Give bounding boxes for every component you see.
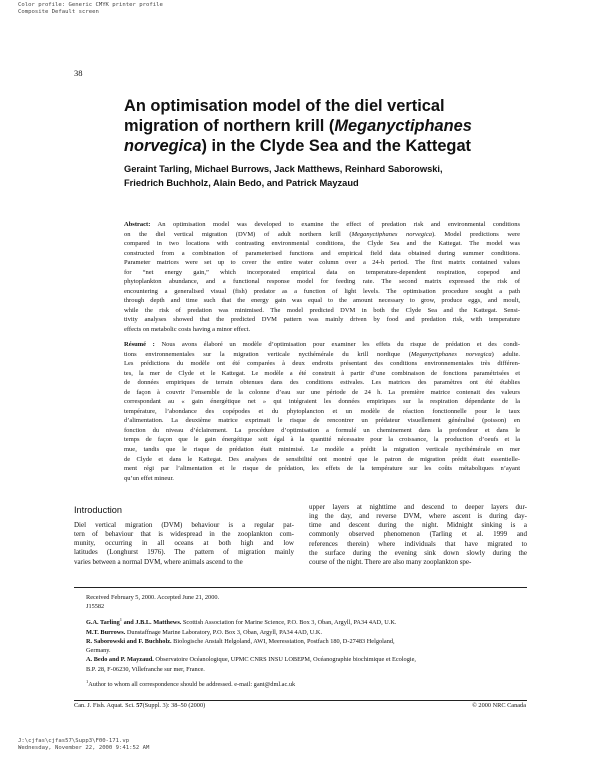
intro-left-line: tern of behaviour that is widespread in the zooplankton com- [74,530,294,539]
intro-left-line: Diel vertical migration (DVM) behaviour is a regular pat- [74,521,294,529]
intro-right-line: upper layers at nighttime and descend to deeper layers dur- [309,503,527,511]
intro-left-line: munity, occurring in all oceans at both high and low [74,539,294,548]
resume-line: mue, tandis que le risque de prédation était minimisé. Le modèle a prédit la migration verticale nycthémérale en mer [124,446,520,454]
resume-line: d’alimentation. La deuxième matrice exprimait le risque de rencontrer un prédateur visuellement généralisé (poisson) en [124,417,520,425]
printer-profile-header [18,2,163,16]
abstract-line: tivity analyses showed that the predicted DVM pattern was mainly driven by food and predation risk, with temperature [124,316,520,324]
affiliation-text: Dunstaffnage Marine Laboratory, P.O. Box 3, Oban, Argyll, PA34 4AD, U.K. [125,628,323,636]
resume-line: température, l’abondance des copépodes et du phytoplancton et un modèle de réaction fonctionnelle pour le taux [124,407,520,415]
species-epithet: norvegica [124,137,202,155]
file-timestamp: Wednesday, November 22, 2000 9:41:52 AM [18,745,150,751]
abstract-line: on the diel vertical migration (DVM) of adult northern krill (Meganyctiphanes norvegica). Model predictions were [124,230,520,238]
footnote-divider [74,587,527,588]
affiliation-names: G.A. Tarling [86,619,120,627]
journal-volume: 57 [136,702,143,709]
resume-line: tes, la mer de Clyde et le Kattegat. Le modèle a été construit à partir d’une combinaison de fonctions paramétrisées et [124,369,520,377]
received-dates: Received February 5, 2000. Accepted June 21, 2000. [86,594,220,601]
affiliation-text: Scottish Association for Marine Science, P.O. Box 3, Oban, Argyll, PA34 4AD, U.K. [181,619,397,627]
title-line-3 [124,136,524,156]
printer-profile-line: Color profile: Generic CMYK printer profile [18,2,163,8]
resume-line: tions environnementales sur la migration verticale nycthémérale du krill nordique (Meganyctiphanes norvegica) adulte. [124,350,520,358]
section-label: Abstract: [124,221,151,228]
intro-left-line: varies between a normal DVM, where animals ascend to the [74,557,243,566]
abstract [124,220,520,335]
affiliation-3 [86,637,526,646]
resume-line: qu’un effet mineur. [124,474,174,482]
footnotes [86,593,526,689]
resume-line: de données empiriques de terrain obtenues dans des conditions estivales. Les matrices des paramètres ont été établies [124,379,520,387]
intro-right-line: commonly observed phenomenon (Tarling et al. 1999 and [309,530,527,539]
footnote-marker: 1 [119,617,123,623]
title-text: ) in the Clyde Sea and the Kattegat [201,137,472,155]
affiliation-names: M.T. Burrows. [86,628,126,636]
intro-left-line: latitudes (Longhurst 1976). The pattern of migration mainly [74,548,294,557]
abstract-line: encountering a generalised visual (fish) predator as a function of light levels. The optimisation procedure sought a path [124,287,520,295]
file-path: J:\cjfas\cjfas57\Supp3\F00-171.vp [18,738,130,744]
resume-line: Résumé : Nous avons élaboré un modèle d’optimisation pour examiner les effets du risque de prédation et des condi- [124,341,520,348]
intro-right-line: references therein) where individuals that have migrated to [309,539,527,548]
affiliation-text: Observatoire Océanologique, UPMC CNRS INSU LOBEPM, Océanographie biochimique et Ecologie, [153,656,416,664]
abstract-line: through depth and time such that the energy gain was equal to the amount necessary to grow, produce eggs, and moult, [124,297,520,305]
section-label: Résumé : [124,341,155,348]
author-list [124,163,544,190]
affiliation-4 [86,655,526,664]
title-line-2 [124,116,524,136]
resume-line: de Clyde et dans le Kattegat. Des analyses de sensibilité ont montré que le patron de migration prédit était essentielle- [124,455,520,463]
authors-line-1: Geraint Tarling, Michael Burrows, Jack Matthews, Reinhard Saborowski, [124,164,443,174]
corresponding-author-text: Author to whom all correspondence should be addressed. e-mail: gant@dml.ac.uk [88,680,296,688]
abstract-line: constructed from a combination of parameterised functions and empirical field data obtained during summer conditions. [124,249,520,257]
intro-right-column [309,503,527,567]
title-text: migration of northern krill ( [124,117,335,135]
affiliation-4-cont: B.P. 28, F-06230, Villefranche sur mer, France. [86,665,205,673]
authors-line-2: Friedrich Buchholz, Alain Bedo, and Patrick Mayzaud [124,177,359,188]
intro-right-line: ing the day, and reverse DVM, where ascent is during day- [309,512,527,521]
species-genus: Meganyctiphanes [334,117,472,135]
affiliation-2 [86,628,526,637]
resume-line: temps de façon que le gain énergétique soit égal à la quantité nécessaire pour la croissance, la production d’oeufs et la [124,436,520,444]
resume-line: Les prédictions du modèle ont été comparées à deux endroits présentant des conditions environnementales très différen- [124,360,520,368]
resume-line: fonction du niveau d’éclairement. La procédure d’optimisation a formulé un cheminement dans la profondeur et dans le [124,426,520,434]
title-line-1: An optimisation model of the diel vertical [124,97,445,115]
file-info [18,738,149,752]
affiliation-names: R. Saborowski and F. Buchholz. [86,637,172,645]
intro-right-line: the surface during the evening sink down slowly during the [309,548,527,557]
resume-line: correspondant au « gain énergétique net » qui intégraient les données empiriques sur la respiration dépendante de la [124,398,520,406]
resume-line: de façon à couvrir l’ensemble de la colonne d’eau sur une période de 24 h. La première matrice contenait des valeurs [124,388,520,396]
footnote-marker: 1 [86,678,89,684]
printer-screen-line: Composite Default screen [18,9,99,15]
section-heading-introduction: Introduction [74,505,123,515]
affiliation-names: A. Bedo and P. Mayzaud. [86,656,154,664]
journal-pages: (Suppl. 3): 38–50 (2000) [142,702,206,709]
article-title [124,96,524,156]
affiliation-text: Biologische Anstalt Helgoland, AWI, Meeresstation, Postfach 180, D-27483 Helgoland, [171,637,395,645]
resume-line: ment régi par l’alimentation et le risque de prédation, les effets de la température sur les coûts métaboliques n’ayant [124,465,520,473]
species-name: Meganyctiphanes norvegica [351,230,433,238]
abstract-line: phytoplankton abundance, and a functional response model for feeding rate. The second matrix expressed the risk of [124,278,520,286]
affiliation-and: and [122,619,136,627]
intro-right-line: time and descent during the night. Midnight sinking is a [309,521,527,530]
abstract-line: for “net energy gain,” which incorporated empirical data on temperature-dependent respiration, copepod and [124,268,520,276]
species-name: Meganyctiphanes norvegica [411,350,492,358]
abstract-line: Parameter matrices were set up to cover the entire water column over a 24-h period. The first matrix contained values [124,259,520,267]
intro-right-line: course of the night. There are also many zooplankton spe- [309,557,472,566]
affiliation-1 [86,615,526,627]
abstract-line: Abstract: An optimisation model was developed to examine the effect of predation risk and environmental conditions [124,221,520,228]
journal-citation [74,701,205,710]
page-number: 38 [74,68,83,78]
abstract-line: compared in two locations with contrasting environmental conditions, the Clyde Sea and the Kattegat. The model was [124,240,520,248]
affiliation-3-cont: Germany. [86,647,111,655]
copyright: © 2000 NRC Canada [472,702,526,709]
resume [124,340,520,483]
abstract-line: effects on metabolic costs having a minor effect. [124,326,251,334]
manuscript-id: J15582 [86,603,105,611]
intro-left-column [74,521,294,567]
journal-name: Can. J. Fish. Aquat. Sci. [74,702,137,709]
corresponding-author [86,677,526,689]
abstract-line: while the risk of predation was minimised. The model predicted DVM in both the Clyde Sea and the Kattegat. Sensi- [124,306,520,314]
affiliation-names: J.B.L. Matthews. [135,619,182,627]
